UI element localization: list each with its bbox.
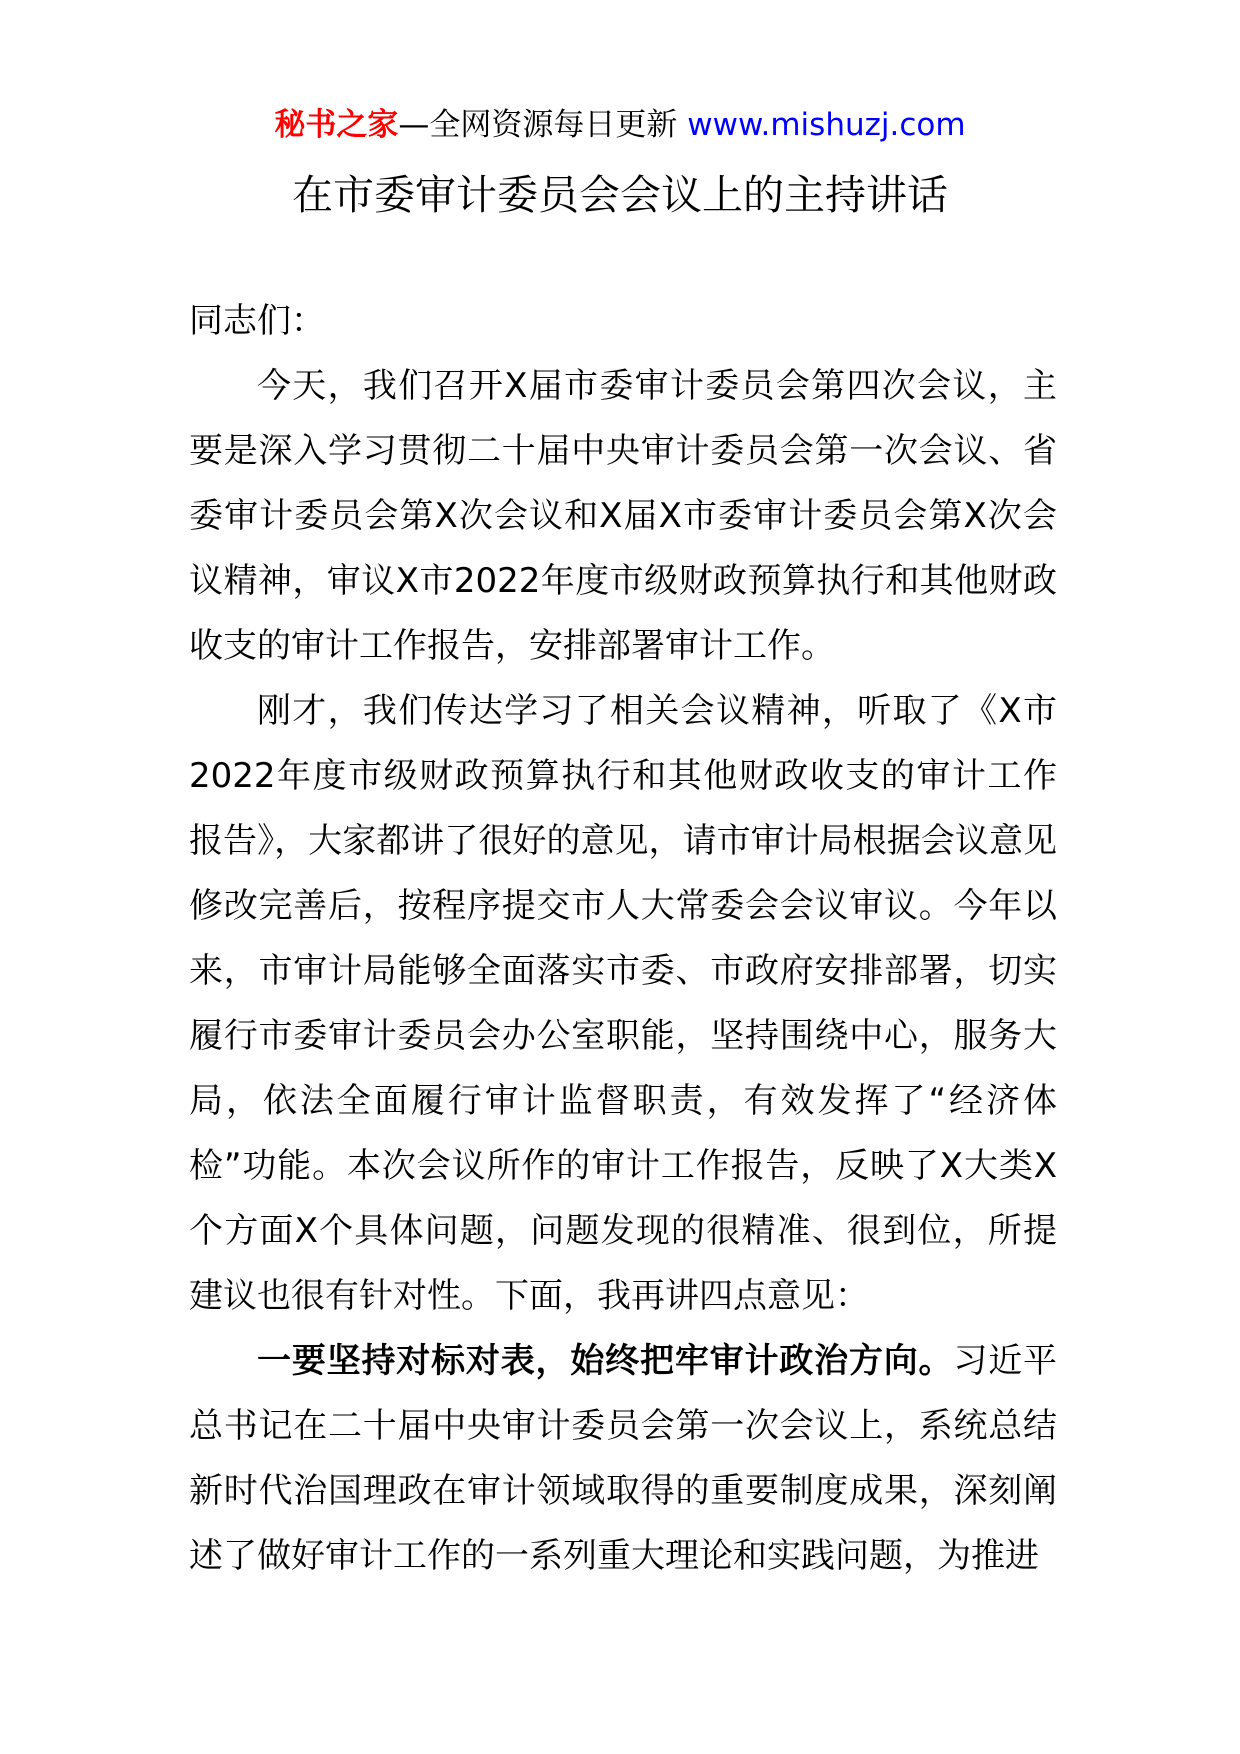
salutation: 同志们： [189,301,325,341]
site-tagline: —全网资源每日更新 [398,107,688,143]
paragraph-review: 刚才，我们传达学习了相关会议精神，听取了《X市2022年度市级财政预算执行和其他财政收支的审计工作报告》，大家都讲了很好的意见，请市审计局根据会议意见修改完善后，按程序提交市人大常委会会议审议。今年以来，市审计局能够全面落实市委、市政府安排部署，切实履行市委审计委员会办公室职能，坚持围绕中心，服务大局，依法全面履行审计监督职责，有效发挥了“经济体检”功能。本次会议所作的审计工作报告，反映了X大类X个方面X个具体问题，问题发现的很精准、很到位，所提建议也很有针对性。下面，我再讲四点意见： [189,691,1057,1316]
point-one-heading: 一要坚持对标对表，始终把牢审计政治方向。 [257,1341,954,1381]
document-title: 在市委审计委员会会议上的主持讲话 [292,171,948,219]
site-header [0,103,1240,147]
site-url-link[interactable]: www.mishuzj.com [687,107,966,143]
paragraph-opening: 今天，我们召开X届市委审计委员会第四次会议，主要是深入学习贯彻二十届中央审计委员会第一次会议、省委审计委员会第X次会议和X届X市委审计委员会第X次会议精神，审议X市2022年度市级财政预算执行和其他财政收支的审计工作报告，安排部署审计工作。 [189,366,1057,666]
site-brand: 秘书之家 [274,107,399,143]
paragraph-point-one [189,1329,1057,1589]
document-body [189,289,1057,1589]
point-one-text: 习近平总书记在二十届中央审计委员会第一次会议上，系统总结新时代治国理政在审计领域取得的重要制度成果，深刻阐述了做好审计工作的一系列重大理论和实践问题，为推进 [189,1341,1058,1576]
